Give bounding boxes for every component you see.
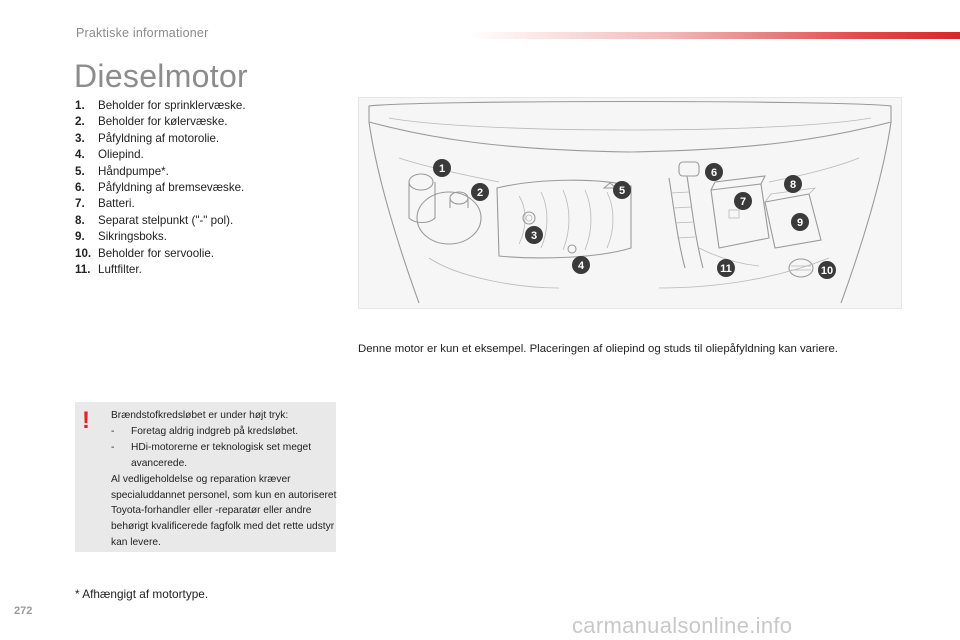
callout-badge-11 <box>717 259 735 277</box>
svg-text:10: 10 <box>820 265 834 277</box>
page-number: 272 <box>14 605 33 617</box>
list-item <box>75 147 246 163</box>
warning-bullet <box>111 440 337 472</box>
header-accent-line <box>470 32 960 39</box>
list-item-label: Oliepind. <box>98 148 144 162</box>
list-item <box>75 229 246 245</box>
svg-text:7: 7 <box>739 196 747 208</box>
svg-text:5: 5 <box>618 185 626 197</box>
list-item <box>75 246 246 262</box>
page-title: Dieselmotor <box>74 58 249 94</box>
engine-illustration <box>359 98 901 308</box>
list-item-number: 11. <box>75 263 91 277</box>
list-item <box>75 131 246 147</box>
list-item-number: 7. <box>75 197 85 211</box>
list-item-label: Luftfilter. <box>98 263 142 277</box>
list-item <box>75 213 246 229</box>
list-item-label: Sikringsboks. <box>98 230 167 244</box>
list-item-label: Håndpumpe*. <box>98 164 169 178</box>
list-item-label: Påfyldning af motorolie. <box>98 131 220 145</box>
list-item-number: 2. <box>75 115 85 129</box>
callout-badge-4 <box>572 256 590 274</box>
engine-bay-diagram <box>358 97 902 309</box>
warning-icon: ! <box>82 407 90 434</box>
bullet-text: HDi-motorerne er teknologisk set meget avancerede. <box>131 441 312 469</box>
callout-badge-10 <box>818 261 836 279</box>
list-item-number: 1. <box>75 99 85 112</box>
warning-box <box>75 402 336 552</box>
callout-badge-1 <box>433 159 451 177</box>
section-title: Praktiske informationer <box>76 26 209 40</box>
list-item <box>75 262 246 278</box>
list-item-number: 5. <box>75 164 85 178</box>
footnote: * Afhængigt af motortype. <box>75 587 209 601</box>
warning-text <box>111 408 337 551</box>
callout-badge-6 <box>705 163 723 181</box>
list-item-number: 8. <box>75 213 85 227</box>
list-item-label: Separat stelpunkt ("-" pol). <box>98 213 234 227</box>
svg-text:9: 9 <box>796 217 804 229</box>
callout-badge-5 <box>613 181 631 199</box>
list-item-label: Beholder for servoolie. <box>98 246 214 260</box>
parts-list <box>75 98 246 278</box>
callout-badge-3 <box>525 226 543 244</box>
list-item-number: 3. <box>75 131 85 145</box>
callout-badge-2 <box>471 183 489 201</box>
list-item-number: 10. <box>75 246 92 260</box>
list-item <box>75 114 246 130</box>
warning-body: Al vedligeholdelse og reparation kræver specialuddannet personel, som kun en autoriseret Toyota-forhandler eller -reparatør eller andre behørigt kvalificerede fagfolk med det rette udstyr kan levere. <box>111 473 337 549</box>
warning-intro: Brændstofkredsløbet er under højt tryk: <box>111 410 289 421</box>
svg-text:3: 3 <box>530 230 538 242</box>
list-item <box>75 196 246 212</box>
watermark: carmanualsonline.info <box>572 613 793 638</box>
list-item-label: Påfyldning af bremsevæske. <box>98 181 245 195</box>
callout-badge-7 <box>734 192 752 210</box>
bullet-text: Foretag aldrig indgreb på kredsløbet. <box>131 425 299 437</box>
list-item <box>75 180 246 196</box>
bullet-dash: - <box>111 425 115 437</box>
list-item-number: 9. <box>75 230 85 244</box>
list-item <box>75 164 246 180</box>
diagram-caption: Denne motor er kun et eksempel. Placeringen af oliepind og studs til oliepåfyldning kan variere. <box>358 343 838 355</box>
svg-text:6: 6 <box>710 167 718 179</box>
list-item <box>75 98 246 114</box>
list-item-label: Beholder for sprinklervæske. <box>98 99 246 112</box>
list-item-label: Beholder for kølervæske. <box>98 115 228 129</box>
svg-text:11: 11 <box>720 263 732 275</box>
svg-text:8: 8 <box>789 179 797 191</box>
svg-text:4: 4 <box>577 260 585 272</box>
svg-text:2: 2 <box>476 187 484 199</box>
callout-badge-8 <box>784 175 802 193</box>
list-item-number: 4. <box>75 148 85 162</box>
warning-bullet <box>111 424 337 440</box>
list-item-number: 6. <box>75 181 85 195</box>
svg-text:1: 1 <box>438 163 446 175</box>
callout-badge-9 <box>791 213 809 231</box>
list-item-label: Batteri. <box>98 197 135 211</box>
bullet-dash: - <box>111 441 115 453</box>
